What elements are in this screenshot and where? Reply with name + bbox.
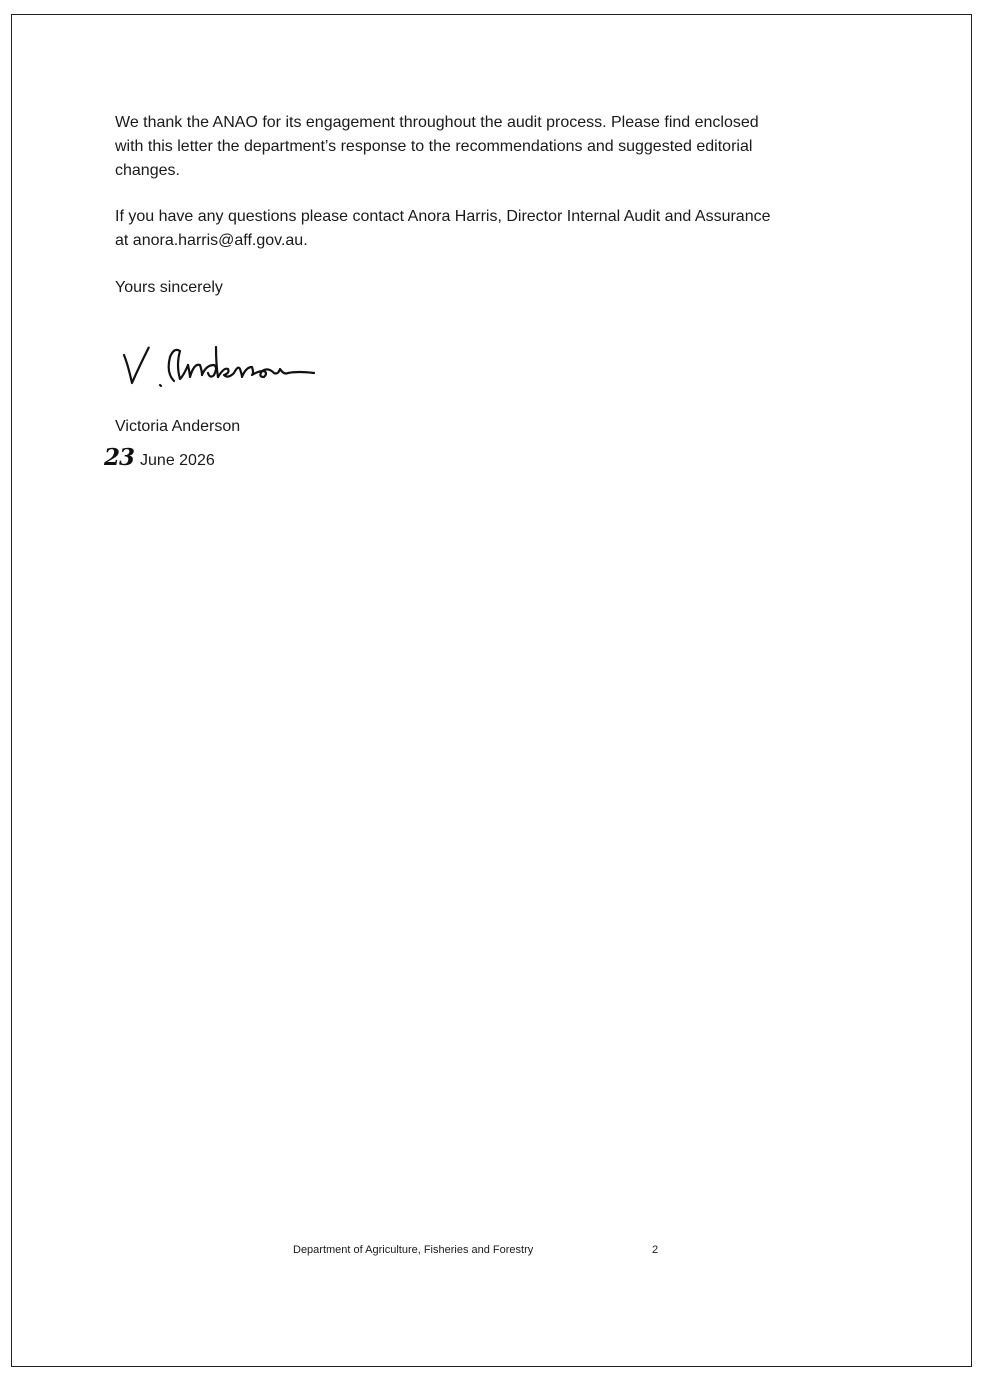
closing-salutation: Yours sincerely [115, 279, 223, 296]
footer-organisation: Department of Agriculture, Fisheries and Forestry [293, 1244, 534, 1256]
body-paragraph-2: If you have any questions please contact Anora Harris, Director Internal Audit and Assurance at anora.harris@aff.gov.au. [115, 208, 771, 249]
handwritten-signature [118, 335, 318, 397]
letter-date [104, 444, 215, 474]
handwritten-date-day: 23 [104, 444, 135, 471]
signer-name: Victoria Anderson [115, 418, 241, 435]
body-paragraph-1: We thank the ANAO for its engagement throughout the audit process. Please find enclosed with this letter the department’s response to the recommendations and suggested editorial changes. [115, 114, 759, 179]
date-month-year: June 2026 [140, 452, 215, 469]
footer-page-number: 2 [652, 1244, 659, 1256]
